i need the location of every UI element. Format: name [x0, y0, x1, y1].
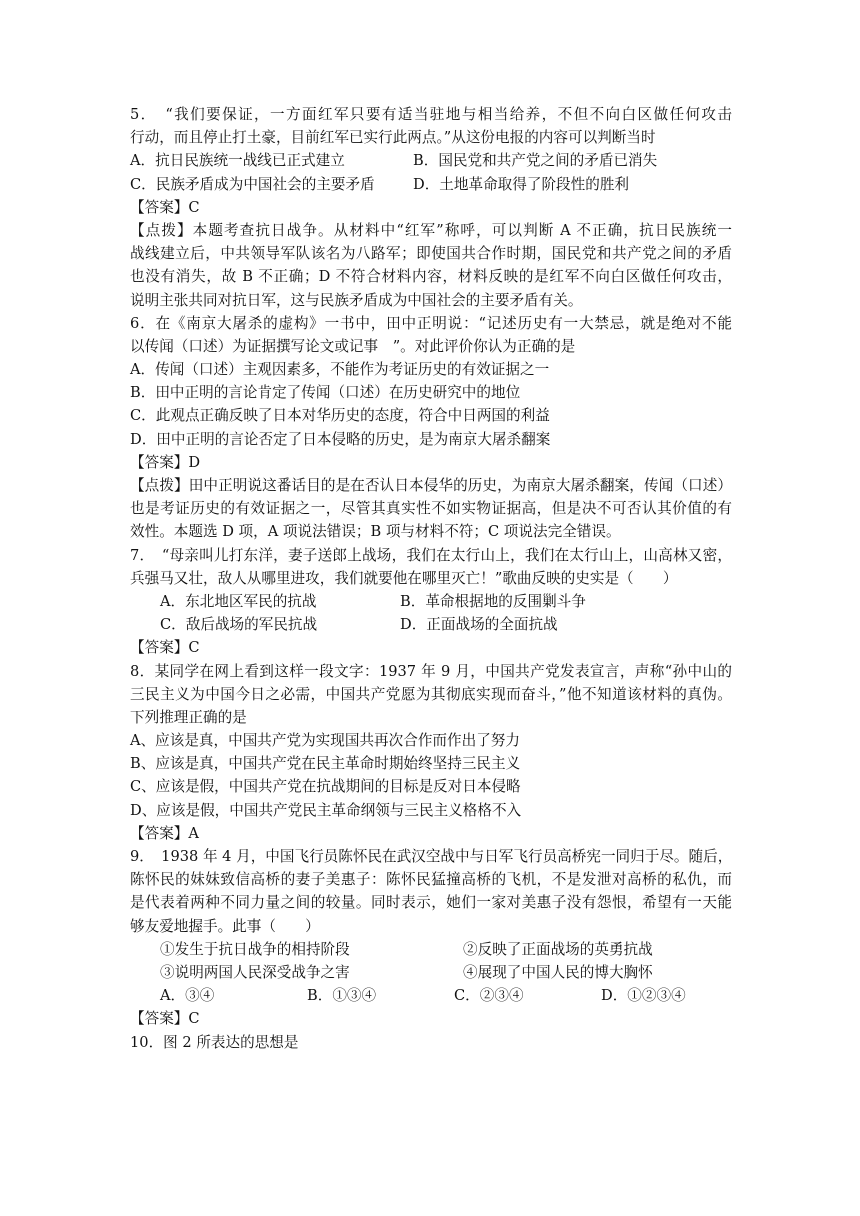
question-8	[130, 660, 732, 846]
option-row	[130, 613, 732, 636]
statement-row	[130, 938, 732, 961]
explanation: 也没有消失，故 B 不正确；D 不符合材料内容，材料反映的是红军不向白区做任何攻击，	[130, 268, 732, 286]
question-stem: 7． “母亲叫儿打东洋，妻子送郎上战场，我们在太行山上，我们在太行山上，山高林又密，	[130, 546, 732, 564]
explanation: 效性。本题选 D 项，A 项说法错误；B 项与材料不符；C 项说法完全错误。	[130, 523, 621, 541]
option-row	[130, 173, 732, 196]
option-d: D、应该是假，中国共产党民主革命纲领与三民主义格格不入	[130, 801, 522, 819]
answer: 【答案】C	[130, 1010, 200, 1028]
option-b: B、应该是真，中国共产党在民主革命时期始终坚持三民主义	[130, 755, 521, 773]
answer: 【答案】D	[130, 453, 201, 471]
answer: 【答案】C	[130, 198, 200, 216]
question-stem: 下列推理正确的是	[130, 708, 247, 726]
option-b: B．国民党和共产党之间的矛盾已消失	[413, 152, 658, 170]
question-6	[130, 312, 732, 544]
option-row	[130, 984, 732, 1007]
option-c: C．民族矛盾成为中国社会的主要矛盾	[130, 175, 375, 193]
option-b: B．田中正明的言论肯定了传闻（口述）在历史研究中的地位	[130, 384, 521, 402]
option-a: A．③④	[160, 987, 215, 1005]
statement-2: ②反映了正面战场的英勇抗战	[463, 940, 653, 958]
question-stem: 行动，而且停止打土豪，目前红军已实行此两点。”从这份电报的内容可以判断当时	[130, 129, 656, 147]
statement-4: ④展现了中国人民的博大胸怀	[463, 963, 653, 981]
question-stem: 10．图 2 所表达的思想是	[130, 1033, 299, 1051]
question-stem: 以传闻（口述）为证据撰写论文或记事 ”。对此评价你认为正确的是	[130, 337, 576, 355]
option-d: D．土地革命取得了阶段性的胜利	[413, 175, 630, 193]
option-b: B．①③④	[307, 987, 377, 1005]
option-row	[130, 149, 732, 172]
explanation: 战线建立后，中共领导军队该名为八路军；即使国共合作时期，国民党和共产党之间的矛盾	[130, 245, 732, 263]
option-c: C．②③④	[454, 987, 524, 1005]
question-7	[130, 544, 732, 660]
option-d: D．①②③④	[601, 987, 686, 1005]
option-d: D．正面战场的全面抗战	[400, 616, 558, 634]
statement-row	[130, 961, 732, 984]
explanation: 【点拨】本题考查抗日战争。从材料中“红军”称呼，可以判断 A 不正确，抗日民族统一	[130, 221, 732, 239]
explanation: 说明主张共同对抗日军，这与民族矛盾成为中国社会的主要矛盾有关。	[130, 291, 583, 309]
option-d: D．田中正明的言论否定了日本侵略的历史，是为南京大屠杀翻案	[130, 430, 551, 448]
explanation: 也是考证历史的有效证据之一，尽管其真实性不如实物证据高，但是决不可否认其价值的有	[130, 500, 732, 518]
option-b: B．革命根据地的反围剿斗争	[400, 592, 586, 610]
option-c: C、应该是假，中国共产党在抗战期间的目标是反对日本侵略	[130, 778, 521, 796]
statement-1: ①发生于抗日战争的相持阶段	[160, 940, 350, 958]
question-stem: 兵强马又壮，敌人从哪里进攻，我们就要他在哪里灭亡！”歌曲反映的史实是（ ）	[130, 569, 678, 587]
option-row	[130, 590, 732, 613]
option-c: C．此观点正确反映了日本对华历史的态度，符合中日两国的利益	[130, 407, 550, 425]
statement-3: ③说明两国人民深受战争之害	[160, 963, 350, 981]
question-stem: 8．某同学在网上看到这样一段文字：1937 年 9 月，中国共产党发表宣言，声称“孙中山的	[130, 662, 732, 680]
question-stem: 6．在《南京大屠杀的虚构》一书中，田中正明说：“记述历史有一大禁忌，就是绝对不能	[130, 314, 732, 332]
question-10	[130, 1031, 732, 1054]
question-stem: 9． 1938 年 4 月，中国飞行员陈怀民在武汉空战中与日军飞行员高桥宪一同归于尽。随后，	[130, 848, 733, 865]
option-a: A．抗日民族统一战线已正式建立	[130, 152, 345, 170]
question-stem: 三民主义为中国今日之必需，中国共产党愿为其彻底实现而奋斗，”他不知道该材料的真伪。	[130, 685, 732, 703]
explanation: 【点拨】田中正明说这番话目的是在否认日本侵华的历史，为南京大屠杀翻案，传闻（口述）	[130, 477, 732, 494]
option-a: A．东北地区军民的抗战	[160, 592, 317, 610]
question-9	[130, 845, 732, 1031]
answer: 【答案】A	[130, 824, 199, 842]
option-a: A、应该是真，中国共产党为实现国共再次合作而作出了努力	[130, 732, 520, 750]
question-5	[130, 103, 732, 312]
option-a: A．传闻（口述）主观因素多，不能作为考证历史的有效证据之一	[130, 361, 550, 379]
question-stem: 是代表着两种不同力量之间的较量。同时表示，她们一家对美惠子没有怨恨，希望有一天能	[130, 894, 732, 912]
answer: 【答案】C	[130, 639, 200, 657]
question-stem: 够友爱地握手。此事（ ）	[130, 917, 320, 935]
question-stem: 陈怀民的妹妹致信高桥的妻子美惠子：陈怀民猛撞高桥的飞机，不是发泄对高桥的私仇，而	[130, 871, 732, 889]
question-stem: 5． “我们要保证，一方面红军只要有适当驻地与相当给养，不但不向白区做任何攻击	[130, 106, 732, 123]
option-c: C．敌后战场的军民抗战	[160, 616, 318, 634]
document-page	[130, 103, 732, 1054]
